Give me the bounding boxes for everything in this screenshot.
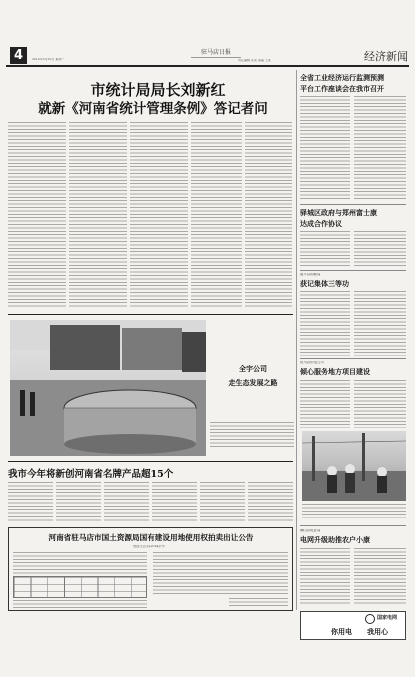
main-article-column: [245, 122, 292, 308]
header-bar: [6, 46, 409, 70]
photo-feature-title-1: 全宇公司: [239, 365, 267, 373]
right-article-2-title-1: 驿城区政府与郑州富士康: [300, 208, 377, 217]
main-article-column: [8, 122, 66, 308]
ad-slogan-left: 你用电: [331, 627, 352, 636]
right-article-body: [354, 291, 406, 356]
right-article-5-title: 电网升级助推农户小康: [300, 535, 370, 544]
masthead-small: 驻马店日报: [191, 47, 241, 58]
announcement-signature: [229, 598, 288, 608]
announcement-title: 河南省驻马店市国土资源局国有建设用地使用权拍卖出让公告: [48, 533, 254, 542]
announcement-body: [13, 552, 147, 574]
power-ad: [300, 611, 406, 640]
right-article-2-title-2: 达成合作协议: [300, 219, 342, 228]
header-rule: [6, 65, 409, 67]
right-article-body: [300, 548, 350, 606]
photo-feature-title-2: 走生态发展之路: [228, 379, 278, 387]
right-article-body: [354, 380, 406, 428]
main-article-column: [191, 122, 242, 308]
section-title: 经济新闻: [364, 50, 408, 63]
mid-article-title: 我市今年将新创河南省名牌产品超15个: [8, 469, 174, 480]
mid-article-column: [200, 482, 245, 522]
right-article-4-title: 倾心服务地方项目建设: [300, 367, 370, 376]
mid-article-column: [152, 482, 197, 522]
photo-feature-top-rule: [8, 314, 293, 315]
ad-slogan-right: 我用心: [367, 627, 388, 636]
mid-article-column: [56, 482, 101, 522]
announcement-table: [13, 576, 147, 598]
right-article-3-kicker: 遂平县国税局: [300, 273, 321, 276]
photo-caption: [302, 504, 406, 518]
power-workers-photo: [302, 431, 406, 501]
right-article-body: [300, 231, 350, 266]
announcement-body: [13, 600, 147, 608]
announcement-subtitle: 驻国土告字[2014]7号: [133, 545, 165, 548]
mid-article-column: [248, 482, 293, 522]
right-article-1-title-2: 平台工作座谈会在我市召开: [300, 84, 384, 93]
vertical-divider: [296, 70, 297, 610]
right-article-divider: [300, 525, 406, 526]
main-article-title-2: 就新《河南省统计管理条例》答记者问: [38, 101, 268, 117]
date-line: 2014年3月20日 星期一: [32, 58, 65, 61]
right-article-divider: [300, 270, 406, 271]
page-number: 4: [10, 47, 27, 64]
photo-feature-caption: [210, 422, 294, 448]
announcement-body: [153, 552, 288, 596]
mid-article-column: [104, 482, 149, 522]
right-article-body: [300, 96, 350, 201]
main-article-column: [130, 122, 188, 308]
ad-brand: 国家电网: [377, 615, 398, 621]
right-article-5-kicker: 确山县电业局: [300, 529, 321, 532]
right-article-body: [354, 548, 406, 606]
main-article-column: [69, 122, 127, 308]
main-article-title-1: 市统计局局长刘新红: [90, 81, 226, 99]
right-article-body: [300, 291, 350, 356]
mid-article-top-rule: [8, 461, 293, 462]
state-grid-logo: [365, 614, 375, 624]
editor-line: 责任编辑 张某 美编 王某: [238, 59, 271, 62]
right-article-body: [354, 96, 406, 201]
mid-article-column: [8, 482, 53, 522]
right-article-3-title: 获记集体三等功: [300, 279, 349, 288]
right-article-4-kicker: 驻马店供电公司: [300, 361, 324, 364]
right-article-1-title-1: 全省工业经济运行监测预测: [300, 73, 384, 82]
announcement-box: [8, 527, 293, 611]
factory-photo: [10, 320, 206, 456]
right-article-body: [354, 231, 406, 266]
right-article-body: [300, 380, 350, 428]
right-article-divider: [300, 358, 406, 359]
right-article-divider: [300, 204, 406, 205]
